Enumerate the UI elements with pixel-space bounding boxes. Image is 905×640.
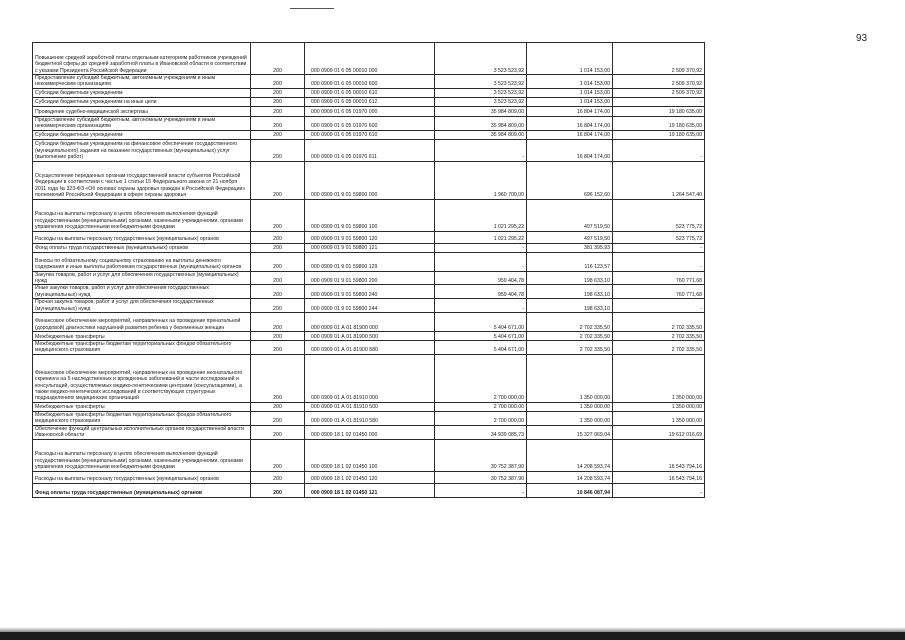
row-classification-cell: 000 0909 01 А 01 81910 000 [305, 354, 435, 402]
row-name-cell: Межбюджетные трансферты бюджетам территориальных фондов обязательного медицинского страхования [33, 411, 251, 425]
row-classification-cell: 000 0909 01 6 05 01970 000 [305, 106, 435, 116]
row-executed-cell: 16 804 174,00 [527, 139, 613, 161]
table-row [33, 483, 705, 497]
row-code-cell: 200 [251, 116, 305, 130]
table-row [33, 88, 705, 97]
row-code-cell: 200 [251, 425, 305, 439]
table-row [33, 199, 705, 231]
table-row [33, 116, 705, 130]
row-approved-cell: 2 700 000,00 [435, 411, 527, 425]
row-unexecuted-cell: 1 350 000,00 [613, 411, 705, 425]
row-name-cell: Субсидии бюджетным учреждениям [33, 88, 251, 97]
row-approved-cell: 3 523 523,92 [435, 43, 527, 75]
row-name-cell: Повышение средней заработной платы отдельным категориям работников учреждений бюджетной сферы до средней заработной платы в Ивановской области в соответствии с указами Президента Российской Федерации [33, 43, 251, 75]
row-classification-cell: 000 0909 01 А 01 81900 000 [305, 313, 435, 332]
row-code-cell: 200 [251, 97, 305, 106]
row-executed-cell: 696 152,60 [527, 161, 613, 199]
row-executed-cell: 1 014 153,00 [527, 88, 613, 97]
row-unexecuted-cell: 2 509 370,92 [613, 88, 705, 97]
row-name-cell: Субсидии бюджетным учреждениям на иные цели [33, 97, 251, 106]
row-name-cell: Межбюджетные трансферты [33, 332, 251, 341]
row-classification-cell: 000 0909 01 6 05 01970 610 [305, 130, 435, 139]
row-executed-cell: 1 350 000,00 [527, 411, 613, 425]
table-row [33, 425, 705, 439]
row-name-cell: Взносы по обязательному социальному страхованию на выплаты денежного содержания и иные выплаты работникам государственных (муниципальных) органов [33, 252, 251, 271]
row-classification-cell: 000 0909 18 1 02 01450 121 [305, 483, 435, 497]
table-row [33, 411, 705, 425]
budget-table [32, 42, 705, 498]
row-unexecuted-cell: 1 350 000,00 [613, 354, 705, 402]
row-executed-cell: 1 350 000,00 [527, 354, 613, 402]
row-unexecuted-cell: 523 775,72 [613, 231, 705, 243]
table-row [33, 285, 705, 299]
table-row [33, 341, 705, 355]
row-code-cell: 200 [251, 341, 305, 355]
row-approved-cell: 34 939 085,73 [435, 425, 527, 439]
row-name-cell: Осуществление переданных органам государственной власти субъектов Российской Федерации в соответствии с частью 1 статьи 15 Федерального закона от 21 ноября 2011 года № 323-ФЗ «Об основах охраны здоровья граждан в Российской Федерации» полномочий Российской Федерации в сфере охраны здоровья [33, 161, 251, 199]
row-unexecuted-cell: 523 775,72 [613, 199, 705, 231]
row-classification-cell: 000 0909 01 6 05 01970 611 [305, 139, 435, 161]
row-code-cell: 200 [251, 483, 305, 497]
row-approved-cell: 5 404 671,00 [435, 313, 527, 332]
row-approved-cell: 35 984 809,00 [435, 130, 527, 139]
row-approved-cell: 1 021 295,22 [435, 199, 527, 231]
row-name-cell: Фонд оплаты труда государственных (муниципальных) органов [33, 243, 251, 252]
row-unexecuted-cell: 19 612 016,69 [613, 425, 705, 439]
row-executed-cell: 1 014 153,00 [527, 97, 613, 106]
row-executed-cell: 116 123,57 [527, 252, 613, 271]
row-code-cell: 200 [251, 402, 305, 411]
row-code-cell: 200 [251, 252, 305, 271]
row-unexecuted-cell: 2 702 335,50 [613, 341, 705, 355]
row-executed-cell: 198 633,10 [527, 285, 613, 299]
row-unexecuted-cell: 2 509 370,92 [613, 43, 705, 75]
row-approved-cell: 3 523 523,92 [435, 88, 527, 97]
table-row [33, 243, 705, 252]
row-executed-cell: 16 804 174,00 [527, 106, 613, 116]
row-unexecuted-cell: 2 702 335,50 [613, 313, 705, 332]
table-row [33, 354, 705, 402]
row-executed-cell: 14 208 593,74 [527, 439, 613, 471]
table-row [33, 75, 705, 89]
row-classification-cell: 000 0909 01 9 01 59800 129 [305, 252, 435, 271]
row-classification-cell: 000 0909 01 6 05 00010 612 [305, 97, 435, 106]
row-code-cell: 200 [251, 106, 305, 116]
row-approved-cell: 5 404 671,00 [435, 341, 527, 355]
row-unexecuted-cell: 16 543 794,16 [613, 471, 705, 483]
row-approved-cell: 959 404,78 [435, 271, 527, 285]
table-row [33, 439, 705, 471]
row-executed-cell: 2 702 335,50 [527, 313, 613, 332]
row-code-cell: 200 [251, 88, 305, 97]
row-unexecuted-cell: 2 702 335,50 [613, 332, 705, 341]
row-classification-cell: 000 0909 01 9 01 59800 200 [305, 271, 435, 285]
row-approved-cell: 959 404,78 [435, 285, 527, 299]
row-name-cell: Субсидии бюджетным учреждениям [33, 130, 251, 139]
row-executed-cell: 1 350 000,00 [527, 402, 613, 411]
row-code-cell: 200 [251, 43, 305, 75]
row-unexecuted-cell: - [613, 243, 705, 252]
row-executed-cell: 15 327 069,04 [527, 425, 613, 439]
row-approved-cell: 35 984 809,00 [435, 116, 527, 130]
row-code-cell: 200 [251, 75, 305, 89]
row-approved-cell: 2 700 000,00 [435, 354, 527, 402]
row-code-cell: 200 [251, 332, 305, 341]
row-unexecuted-cell: 760 771,68 [613, 285, 705, 299]
row-approved-cell: 3 523 523,92 [435, 75, 527, 89]
table-row [33, 106, 705, 116]
row-name-cell: Субсидии бюджетным учреждениям на финансовое обеспечение государственного (муниципального) задания на оказание государственных (муниципальных) услуг (выполнение работ) [33, 139, 251, 161]
row-unexecuted-cell: - [613, 139, 705, 161]
row-approved-cell: 2 700 000,00 [435, 402, 527, 411]
row-approved-cell: 35 984 809,00 [435, 106, 527, 116]
row-name-cell: Расходы на выплаты персоналу в целях обеспечения выполнения функций государственными (муниципальными) органами, казенными учреждениями, органами управления государственными внебюджетными фондами [33, 439, 251, 471]
row-code-cell: 200 [251, 411, 305, 425]
table-row [33, 231, 705, 243]
row-name-cell: Расходы на выплаты персоналу в целях обеспечения выполнения функций государственными (муниципальными) органами, казенными учреждениями, органами управления государственными внебюджетными фондами [33, 199, 251, 231]
row-code-cell: 200 [251, 299, 305, 313]
row-executed-cell: 1 014 153,00 [527, 43, 613, 75]
row-classification-cell: 000 0909 01 А 01 81900 500 [305, 332, 435, 341]
row-approved-cell: 1 960 700,00 [435, 161, 527, 199]
row-executed-cell: 497 519,50 [527, 231, 613, 243]
table-row [33, 43, 705, 75]
row-classification-cell: 000 0909 01 9 01 59800 120 [305, 231, 435, 243]
table-row [33, 139, 705, 161]
row-unexecuted-cell: - [613, 299, 705, 313]
row-approved-cell: 3 523 523,92 [435, 97, 527, 106]
row-name-cell: Иные закупки товаров, работ и услуг для обеспечения государственных (муниципальных) нужд [33, 285, 251, 299]
row-unexecuted-cell: - [613, 97, 705, 106]
row-classification-cell: 000 0909 01 6 05 00010 000 [305, 43, 435, 75]
table-row [33, 402, 705, 411]
row-code-cell: 200 [251, 130, 305, 139]
row-classification-cell: 000 0909 01 6 05 01970 600 [305, 116, 435, 130]
row-unexecuted-cell: 19 180 635,00 [613, 116, 705, 130]
row-name-cell: Финансовое обеспечение мероприятий, направленных на проведение пренатальной (дородовой) диагностики нарушений развития ребенка у беременных женщин [33, 313, 251, 332]
table-row [33, 161, 705, 199]
row-name-cell: Предоставление субсидий бюджетным, автономным учреждениям и иным некоммерческим организациям [33, 75, 251, 89]
row-code-cell: 200 [251, 354, 305, 402]
row-executed-cell: 198 633,10 [527, 271, 613, 285]
row-classification-cell: 000 0909 01 9 01 59800 240 [305, 285, 435, 299]
row-code-cell: 200 [251, 231, 305, 243]
row-approved-cell: - [435, 139, 527, 161]
row-unexecuted-cell: 1 264 547,40 [613, 161, 705, 199]
row-unexecuted-cell: 19 180 635,00 [613, 130, 705, 139]
row-code-cell: 200 [251, 313, 305, 332]
row-name-cell: Межбюджетные трансферты бюджетам территориальных фондов обязательного медицинского страхования [33, 341, 251, 355]
row-name-cell: Проведение судебно-медицинской экспертизы [33, 106, 251, 116]
row-classification-cell: 000 0909 18 1 02 01450 100 [305, 439, 435, 471]
table-row [33, 130, 705, 139]
table-row [33, 271, 705, 285]
row-approved-cell: - [435, 243, 527, 252]
table-row [33, 299, 705, 313]
row-classification-cell: 000 0909 01 9 01 59800 121 [305, 243, 435, 252]
row-executed-cell: 2 702 335,50 [527, 332, 613, 341]
row-code-cell: 200 [251, 439, 305, 471]
row-approved-cell: - [435, 252, 527, 271]
page-number: 93 [856, 33, 868, 44]
row-classification-cell: 000 0909 01 А 01 81900 580 [305, 341, 435, 355]
row-unexecuted-cell: 760 771,68 [613, 271, 705, 285]
row-executed-cell: 1 014 153,00 [527, 75, 613, 89]
row-classification-cell: 000 0909 18 1 02 01450 000 [305, 425, 435, 439]
row-approved-cell: 1 021 295,22 [435, 231, 527, 243]
row-classification-cell: 000 0909 01 6 05 00010 610 [305, 88, 435, 97]
scan-bottom-edge [0, 632, 905, 640]
row-code-cell: 200 [251, 271, 305, 285]
row-executed-cell: 198 633,10 [527, 299, 613, 313]
table-row [33, 97, 705, 106]
table-row [33, 313, 705, 332]
row-classification-cell: 000 0909 01 9 01 59800 244 [305, 299, 435, 313]
row-approved-cell: - [435, 299, 527, 313]
budget-table-body [33, 43, 705, 498]
row-approved-cell: 30 752 387,90 [435, 471, 527, 483]
table-row [33, 252, 705, 271]
table-row [33, 471, 705, 483]
row-unexecuted-cell: 1 350 000,00 [613, 402, 705, 411]
row-executed-cell: 16 804 174,00 [527, 130, 613, 139]
row-classification-cell: 000 0909 01 А 01 81910 580 [305, 411, 435, 425]
row-code-cell: 200 [251, 199, 305, 231]
table-row [33, 332, 705, 341]
row-unexecuted-cell: 16 543 794,16 [613, 439, 705, 471]
row-executed-cell: 14 208 593,74 [527, 471, 613, 483]
row-code-cell: 200 [251, 285, 305, 299]
row-name-cell: Финансовое обеспечение мероприятий, направленных на проведение неонатального скрининга на 5 наследственных и врожденных заболеваний в части исследований и консультаций, осуществляемых медико-генетическими центрами (консультациями), а также медико-генетических исследований в соответствующих структурных подразделениях медицинских организаций [33, 354, 251, 402]
row-executed-cell: 10 846 087,94 [527, 483, 613, 497]
row-classification-cell: 000 0909 01 6 05 00010 600 [305, 75, 435, 89]
row-executed-cell: 16 804 174,00 [527, 116, 613, 130]
row-unexecuted-cell: - [613, 252, 705, 271]
row-approved-cell: - [435, 483, 527, 497]
top-scan-rule [290, 8, 334, 9]
row-name-cell: Межбюджетные трансферты [33, 402, 251, 411]
row-code-cell: 200 [251, 471, 305, 483]
row-classification-cell: 000 0909 01 9 01 59800 000 [305, 161, 435, 199]
row-executed-cell: 381 395,93 [527, 243, 613, 252]
row-unexecuted-cell: 2 509 370,92 [613, 75, 705, 89]
row-classification-cell: 000 0909 01 9 01 59800 100 [305, 199, 435, 231]
row-approved-cell: 30 752 387,90 [435, 439, 527, 471]
row-executed-cell: 497 519,50 [527, 199, 613, 231]
row-name-cell: Закупка товаров, работ и услуг для обеспечения государственных (муниципальных) нужд [33, 271, 251, 285]
row-name-cell: Обеспечение функций центральных исполнительных органов государственной власти Ивановской области [33, 425, 251, 439]
row-approved-cell: 5 404 671,00 [435, 332, 527, 341]
row-code-cell: 200 [251, 243, 305, 252]
row-executed-cell: 2 702 335,50 [527, 341, 613, 355]
row-name-cell: Расходы на выплаты персоналу государственных (муниципальных) органов [33, 471, 251, 483]
row-name-cell: Расходы на выплаты персоналу государственных (муниципальных) органов [33, 231, 251, 243]
row-unexecuted-cell: - [613, 483, 705, 497]
row-classification-cell: 000 0909 01 А 01 81910 500 [305, 402, 435, 411]
row-unexecuted-cell: 19 180 635,00 [613, 106, 705, 116]
row-name-cell: Прочая закупка товаров, работ и услуг для обеспечения государственных (муниципальных) нужд [33, 299, 251, 313]
row-name-cell: Предоставление субсидий бюджетным, автономным учреждениям и иным некоммерческим организациям [33, 116, 251, 130]
row-name-cell: Фонд оплаты труда государственных (муниципальных) органов [33, 483, 251, 497]
row-classification-cell: 000 0909 18 1 02 01450 120 [305, 471, 435, 483]
row-code-cell: 200 [251, 161, 305, 199]
row-code-cell: 200 [251, 139, 305, 161]
